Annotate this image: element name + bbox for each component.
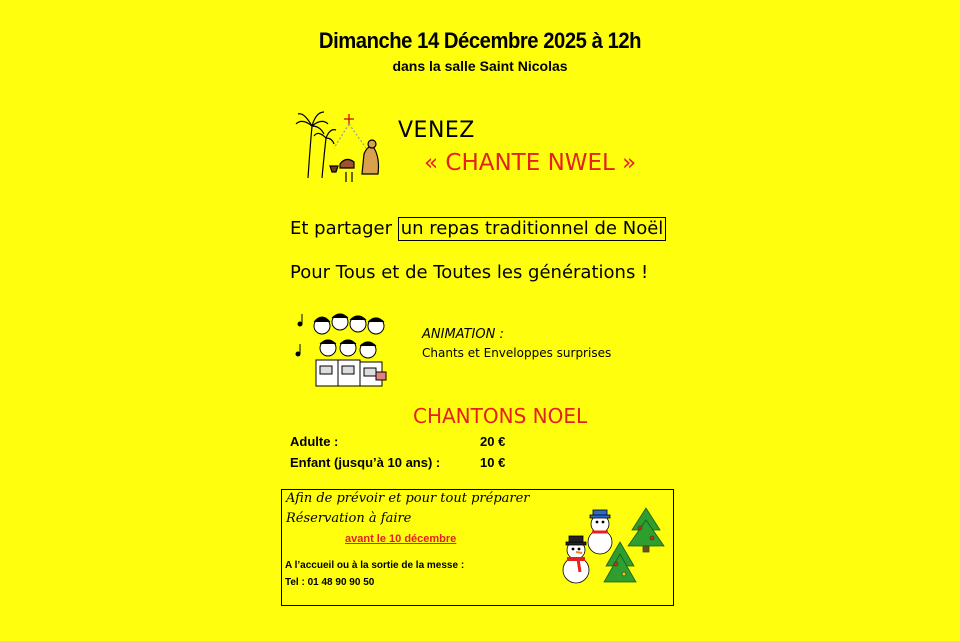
reservation-phone: Tel : 01 48 90 90 50 [285,577,375,588]
animation-detail: Chants et Enveloppes surprises [422,346,612,360]
come-heading: VENEZ [398,118,475,143]
event-title: « CHANTE NWEL » [424,150,637,176]
adult-price-label: Adulte : [290,434,339,449]
event-location: dans la salle Saint Nicolas [392,58,568,74]
choir-singers-icon [292,310,398,392]
snowmen-and-christmas-trees-icon [554,506,668,586]
meal-highlight: un repas traditionnel de Noël [398,217,667,241]
meal-prefix: Et partager [290,218,392,239]
child-price-value: 10 € [480,455,506,470]
nativity-scene-icon [294,108,390,182]
reservation-deadline: avant le 10 décembre [345,533,457,545]
event-date: Dimanche 14 Décembre 2025 à 12h [318,28,642,53]
reservation-intro: Afin de prévoir et pour tout préparer [286,491,530,506]
chantons-heading: CHANTONS NOEL [413,404,588,428]
meal-line [290,218,666,239]
adult-price-value: 20 € [480,434,506,449]
animation-title: ANIMATION : [422,327,504,342]
reservation-where: A l’accueil ou à la sortie de la messe : [285,560,465,571]
reservation-required: Réservation à faire [286,511,412,526]
audience-line: Pour Tous et de Toutes les générations ! [290,262,649,283]
child-price-label: Enfant (jusqu’à 10 ans) : [290,455,441,470]
